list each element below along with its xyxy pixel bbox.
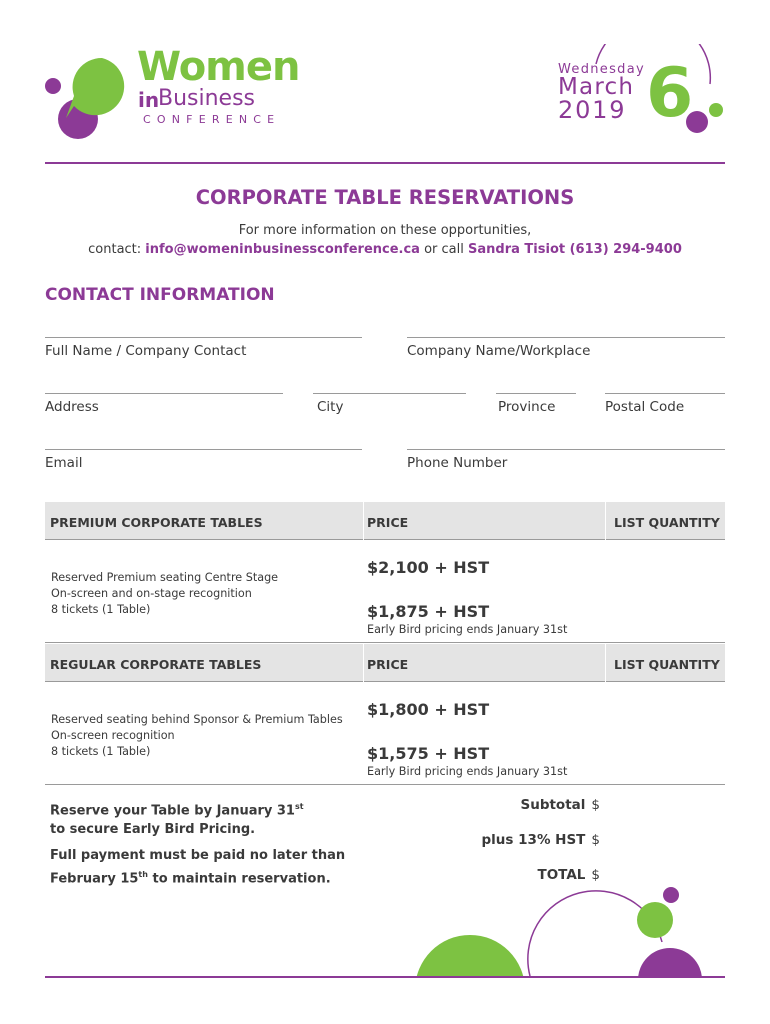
premium-quantity-header: LIST QUANTITY [614, 515, 720, 530]
call-text: or call [419, 242, 469, 257]
header-divider [45, 162, 725, 164]
date-year: 2019 [558, 96, 627, 124]
company-field[interactable] [407, 337, 725, 338]
province-label: Province [498, 399, 556, 415]
hst-label: plus 13% HST [481, 832, 586, 848]
regular-price: $1,800 + HST [367, 700, 490, 719]
regular-quantity-header: LIST QUANTITY [614, 657, 720, 672]
phone-label: Phone Number [407, 455, 508, 471]
total-label: TOTAL [537, 867, 586, 883]
payment-note [50, 846, 345, 888]
contact-prefix: contact: [88, 242, 146, 257]
full-name-label: Full Name / Company Contact [45, 343, 247, 359]
company-label: Company Name/Workplace [407, 343, 591, 359]
postal-code-field[interactable] [605, 393, 725, 394]
band-separator [605, 502, 606, 540]
speech-bubble-logo-icon [40, 40, 150, 140]
payment-line-1: Full payment must be paid no later than [50, 848, 346, 863]
regular-early-price: $1,575 + HST [367, 744, 490, 763]
contact-person: Sandra Tisiot (613) 294-9400 [468, 242, 682, 257]
regular-desc-line: On-screen recognition [51, 729, 175, 742]
info-line-1: For more information on these opportunities, [238, 223, 532, 238]
logo-business-text: Business [158, 86, 256, 111]
total-currency: $ [591, 867, 600, 883]
date-day: 6 [646, 54, 694, 133]
regular-early-note: Early Bird pricing ends January 31st [367, 765, 568, 778]
premium-early-price: $1,875 + HST [367, 602, 490, 621]
band-separator [605, 644, 606, 682]
regular-description [51, 712, 343, 760]
conference-logo [40, 40, 300, 140]
email-field[interactable] [45, 449, 362, 450]
event-date [550, 44, 730, 144]
payment-sup: th [138, 870, 148, 879]
payment-line-2-post: to maintain reservation. [147, 871, 331, 887]
postal-code-label: Postal Code [605, 399, 685, 415]
reserve-sup: st [294, 802, 304, 811]
payment-line-2-pre: February 15 [50, 871, 139, 887]
early-bird-note [50, 797, 304, 839]
reserve-line-2: to secure Early Bird Pricing. [50, 822, 256, 838]
regular-tables-header: REGULAR CORPORATE TABLES [50, 657, 262, 672]
regular-price-header: PRICE [367, 657, 409, 672]
logo-women-text: Women [137, 44, 300, 90]
date-weekday: Wednesday [558, 62, 645, 77]
email-label: Email [45, 455, 83, 471]
contact-information-heading: CONTACT INFORMATION [45, 285, 275, 305]
logo-in-text: in [138, 88, 160, 112]
subtotal-label: Subtotal [520, 797, 586, 813]
band-separator [363, 502, 364, 540]
reserve-line-1: Reserve your Table by January 31 [50, 803, 295, 819]
subtotal-currency: $ [591, 797, 600, 813]
contact-email-link[interactable]: info@womeninbusinessconference.ca [145, 242, 420, 257]
footer-divider [45, 976, 725, 978]
decorative-circles-icon [400, 880, 720, 980]
regular-desc-line: Reserved seating behind Sponsor & Premium Tables [51, 713, 343, 726]
regular-desc-line: 8 tickets (1 Table) [51, 745, 151, 758]
band-separator [363, 644, 364, 682]
phone-field[interactable] [407, 449, 725, 450]
hst-row[interactable] [440, 832, 600, 848]
address-label: Address [45, 399, 99, 415]
page-title: CORPORATE TABLE RESERVATIONS [195, 186, 575, 209]
premium-desc-line: Reserved Premium seating Centre Stage [51, 571, 279, 584]
hst-currency: $ [591, 832, 600, 848]
info-line-2 [0, 242, 770, 257]
premium-tables-header: PREMIUM CORPORATE TABLES [50, 515, 263, 530]
premium-early-note: Early Bird pricing ends January 31st [367, 623, 568, 636]
city-label: City [317, 399, 344, 415]
premium-description [51, 570, 278, 618]
premium-price-header: PRICE [367, 515, 409, 530]
province-field[interactable] [496, 393, 576, 394]
city-field[interactable] [313, 393, 466, 394]
logo-conference-text: CONFERENCE [143, 113, 281, 126]
premium-price: $2,100 + HST [367, 558, 490, 577]
premium-desc-line: 8 tickets (1 Table) [51, 603, 151, 616]
full-name-field[interactable] [45, 337, 362, 338]
subtotal-row[interactable] [440, 797, 600, 813]
premium-desc-line: On-screen and on-stage recognition [51, 587, 252, 600]
date-month: March [558, 74, 635, 100]
address-field[interactable] [45, 393, 283, 394]
